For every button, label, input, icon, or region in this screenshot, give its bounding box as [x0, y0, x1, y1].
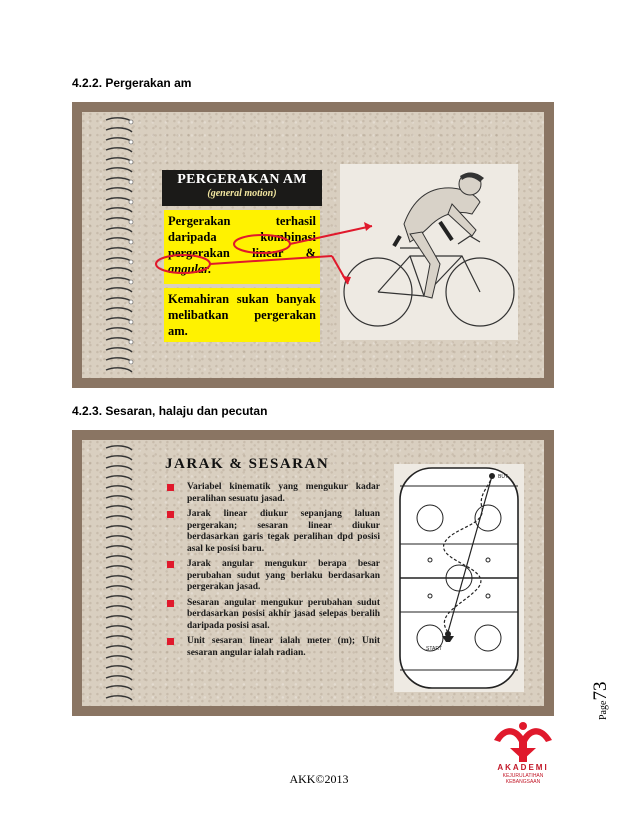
logo-line2: KEJURULATIHAN [502, 773, 544, 779]
page-number: 73 [590, 681, 611, 701]
bullet-square-icon [167, 638, 174, 645]
footer-copyright: AKK©2013 [289, 772, 349, 786]
bullet-square-icon [167, 511, 174, 518]
list-item: Jarak linear diukur sepanjang laluan pergerakan; sesaran linear diukur berdasarkan garis tegak peralihan dpd posisi asal ke posisi baru. [165, 509, 380, 555]
spiral-binding [104, 112, 134, 378]
slide-pergerakan-am [72, 102, 554, 388]
list-item: Variabel kinematik yang mengukur kadar peralihan sesuatu jasad. [165, 482, 380, 505]
slide-subtitle: (general motion) [207, 188, 277, 199]
bullet-list [165, 482, 380, 663]
bullet-square-icon [167, 600, 174, 607]
section-heading-sesaran: 4.2.3. Sesaran, halaju dan pecutan [72, 404, 268, 418]
annotation-arrows [142, 192, 442, 302]
rink-label-bottom: START [426, 646, 442, 652]
bullet-square-icon [167, 484, 174, 491]
slide-background [82, 440, 544, 706]
section-heading-pergerakan-am: 4.2.2. Pergerakan am [72, 76, 192, 90]
page-number-label [588, 660, 616, 720]
list-item: Jarak angular mengukur berapa besar perubahan sudut yang berlaku berdasarkan pergerakan jasad. [165, 559, 380, 594]
rink-label-top: BUT [498, 474, 508, 480]
sport-skill-text: Kemahiran sukan banyak melibatkan pergerakan am. [168, 292, 316, 338]
spiral-binding [104, 440, 134, 706]
slide-background [82, 112, 544, 378]
page-word: Page [598, 700, 609, 720]
definition-angular-text: angular. [168, 262, 212, 276]
list-item: Unit sesaran linear ialah meter (m); Unit sesaran angular ialah radian. [165, 636, 380, 659]
logo-line1: AKADEMI [497, 763, 549, 772]
list-item: Sesaran angular mengukur perubahan sudut berdasarkan posisi akhir jasad selepas beralih daripada posisi asal. [165, 598, 380, 633]
definition-text: Pergerakan terhasil daripada kombinasi pergerakan linear & [168, 214, 316, 260]
ice-rink-diagram [394, 464, 524, 692]
slide-jarak-sesaran [72, 430, 554, 716]
slide-title: JARAK & SESARAN [165, 456, 330, 472]
logo-line3: KEBANGSAAN [505, 779, 541, 785]
slide-title: PERGERAKAN AM [177, 172, 307, 187]
bullet-square-icon [167, 561, 174, 568]
